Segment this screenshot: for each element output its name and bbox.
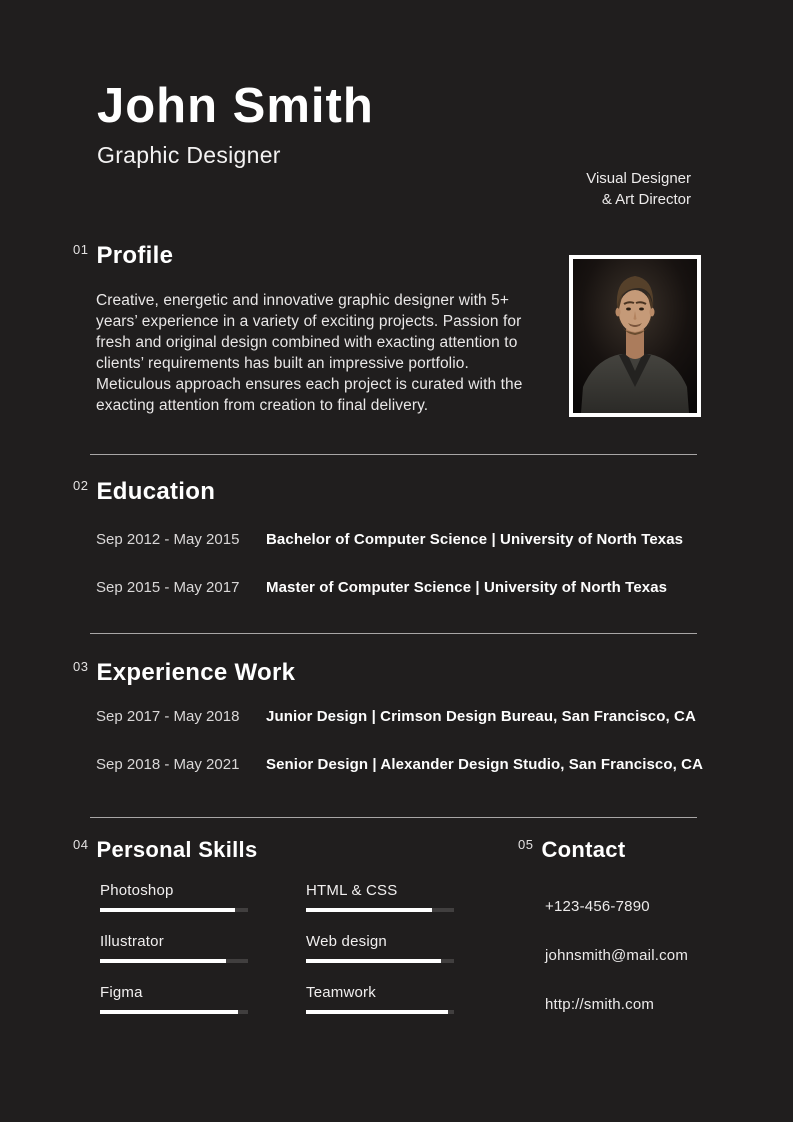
skill-bar-fill <box>100 959 226 963</box>
skill-bar-fill <box>100 908 235 912</box>
tagline-line-2: & Art Director <box>601 191 691 208</box>
skill-bar-fill <box>306 959 441 963</box>
skills-column-right <box>306 882 454 1035</box>
portrait-illustration <box>573 259 697 413</box>
skill-label: Photoshop <box>100 882 174 899</box>
skill-item <box>100 933 248 963</box>
skill-bar-fill <box>100 1010 238 1014</box>
section-number: 02 <box>73 478 89 493</box>
section-head-contact <box>518 838 625 862</box>
skill-item <box>306 984 454 1014</box>
section-title-profile: Profile <box>96 242 174 269</box>
section-head-experience <box>73 660 295 686</box>
education-detail: Master of Computer Science | University of North Texas <box>266 579 668 596</box>
profile-summary: Creative, energetic and innovative graphic designer with 5+ years’ experience in a variety of exciting projects. Passion for fresh and original design combined with exacting attention to clients’ requirements has built an impressive portfolio. Meticulous approach ensures each project is curated with the exacting attention from creation to final delivery. <box>96 292 523 414</box>
skill-item <box>306 933 454 963</box>
skill-bar-track <box>306 908 454 912</box>
experience-detail: Senior Design | Alexander Design Studio, San Francisco, CA <box>266 756 704 773</box>
section-title-education: Education <box>96 478 216 505</box>
experience-detail: Junior Design | Crimson Design Bureau, San Francisco, CA <box>266 708 696 725</box>
education-detail: Bachelor of Computer Science | University of North Texas <box>266 531 684 548</box>
section-title-contact: Contact <box>541 837 626 862</box>
contact-website: http://smith.com <box>545 996 655 1013</box>
skill-bar-track <box>100 959 248 963</box>
person-role: Graphic Designer <box>97 142 281 169</box>
contact-email: johnsmith@mail.com <box>545 947 689 964</box>
section-head-profile <box>73 243 173 269</box>
section-number: 05 <box>518 837 534 852</box>
tagline-line-1: Visual Designer <box>586 170 691 187</box>
section-number: 01 <box>73 242 89 257</box>
person-name: John Smith <box>97 79 374 133</box>
section-title-experience: Experience Work <box>96 659 296 686</box>
profile-photo <box>569 255 701 417</box>
experience-dates: Sep 2017 - May 2018 <box>96 708 240 725</box>
skill-label: HTML & CSS <box>306 882 398 899</box>
skill-label: Web design <box>306 933 387 950</box>
section-number: 04 <box>73 837 89 852</box>
experience-row <box>96 707 696 726</box>
experience-row <box>96 755 703 774</box>
skill-item <box>306 882 454 912</box>
tagline <box>586 168 691 210</box>
section-head-education <box>73 479 215 505</box>
education-row <box>96 578 667 597</box>
skill-bar-track <box>100 1010 248 1014</box>
education-dates: Sep 2012 - May 2015 <box>96 531 240 548</box>
education-dates: Sep 2015 - May 2017 <box>96 579 240 596</box>
skill-bar-track <box>306 959 454 963</box>
section-title-skills: Personal Skills <box>96 837 258 862</box>
skill-label: Teamwork <box>306 984 376 1001</box>
section-head-skills <box>73 838 258 862</box>
skill-label: Illustrator <box>100 933 164 950</box>
skill-item <box>100 882 248 912</box>
skill-bar-fill <box>306 908 432 912</box>
skill-bar-fill <box>306 1010 448 1014</box>
skill-label: Figma <box>100 984 143 1001</box>
skill-bar-track <box>306 1010 454 1014</box>
contact-phone: +123-456-7890 <box>545 898 650 915</box>
education-row <box>96 530 683 549</box>
divider <box>90 633 697 634</box>
contact-list <box>545 897 688 1044</box>
divider <box>90 454 697 455</box>
skill-item <box>100 984 248 1014</box>
skill-bar-track <box>100 908 248 912</box>
skills-column-left <box>100 882 248 1035</box>
section-number: 03 <box>73 659 89 674</box>
header <box>97 78 374 169</box>
divider <box>90 817 697 818</box>
experience-dates: Sep 2018 - May 2021 <box>96 756 240 773</box>
